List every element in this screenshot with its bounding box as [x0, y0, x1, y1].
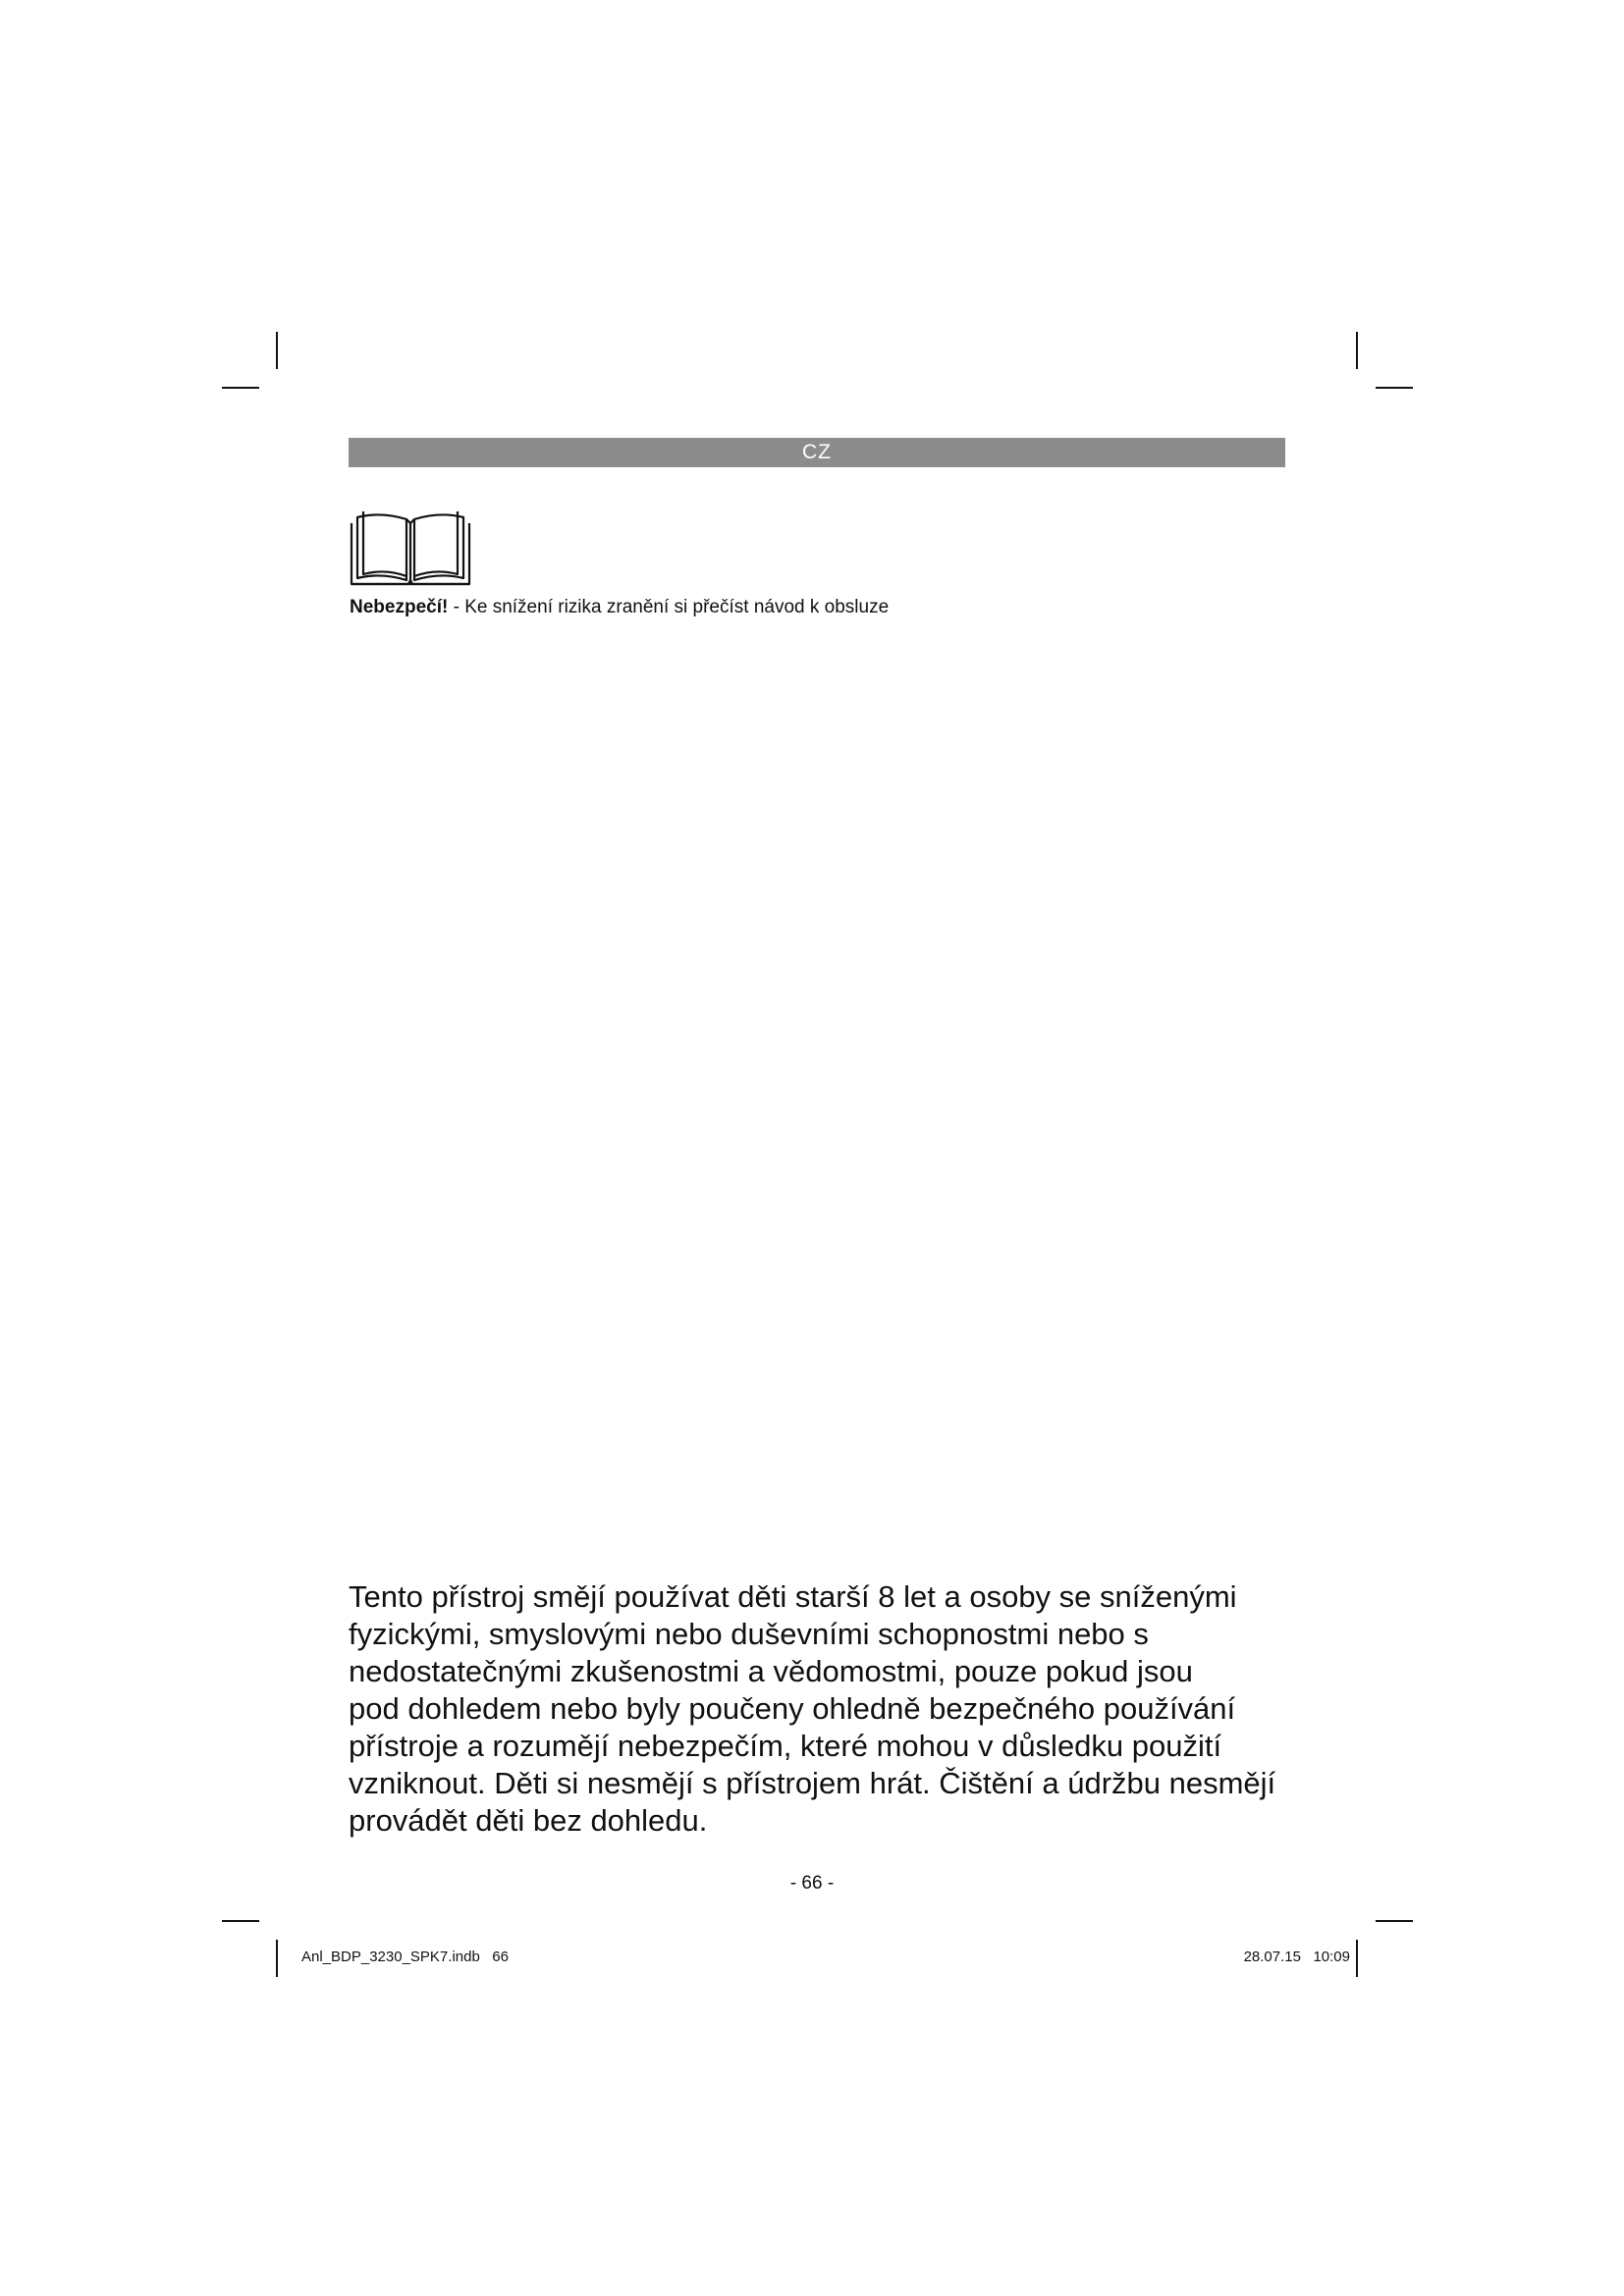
crop-mark-top-right-h	[1376, 387, 1413, 389]
warning-text: - Ke snížení rizika zranění si přečíst návod k obsluze	[448, 597, 890, 617]
language-header-bar	[349, 438, 1285, 467]
crop-mark-top-left-h	[222, 387, 259, 389]
crop-mark-top-right-v	[1356, 332, 1358, 369]
paragraph-line: provádět děti bez dohledu.	[349, 1803, 708, 1838]
crop-mark-bottom-left-h	[222, 1920, 259, 1922]
crop-mark-bottom-left-v	[276, 1940, 278, 1977]
paragraph-line: nedostatečnými zkušenostmi a vědomostmi, pouze pokud jsou	[349, 1654, 1193, 1688]
warning-label: Nebezpečí!	[350, 597, 449, 617]
language-code: CZ	[802, 441, 832, 463]
safety-paragraph	[349, 1578, 1291, 1840]
paragraph-line: přístroje a rozumějí nebezpečím, které mohou v důsledku použití	[349, 1729, 1222, 1763]
paragraph-line: vzniknout. Děti si nesmějí s přístrojem hrát. Čištění a údržbu nesmějí	[349, 1766, 1276, 1800]
crop-mark-bottom-right-h	[1376, 1920, 1413, 1922]
warning-line	[350, 595, 889, 620]
footer-file-name: Anl_BDP_3230_SPK7.indb 66	[301, 1949, 509, 1965]
crop-mark-bottom-right-v	[1356, 1940, 1358, 1977]
footer-timestamp: 28.07.15 10:09	[1243, 1949, 1350, 1965]
book-icon	[350, 502, 471, 586]
crop-mark-top-left-v	[276, 332, 278, 369]
page-number: - 66 -	[789, 1873, 835, 1894]
paragraph-line: Tento přístroj smějí používat děti starší 8 let a osoby se sníženými	[349, 1579, 1237, 1614]
paragraph-line: pod dohledem nebo byly poučeny ohledně bezpečného používání	[349, 1691, 1236, 1726]
paragraph-line: fyzickými, smyslovými nebo duševními schopnostmi nebo s	[349, 1617, 1149, 1651]
